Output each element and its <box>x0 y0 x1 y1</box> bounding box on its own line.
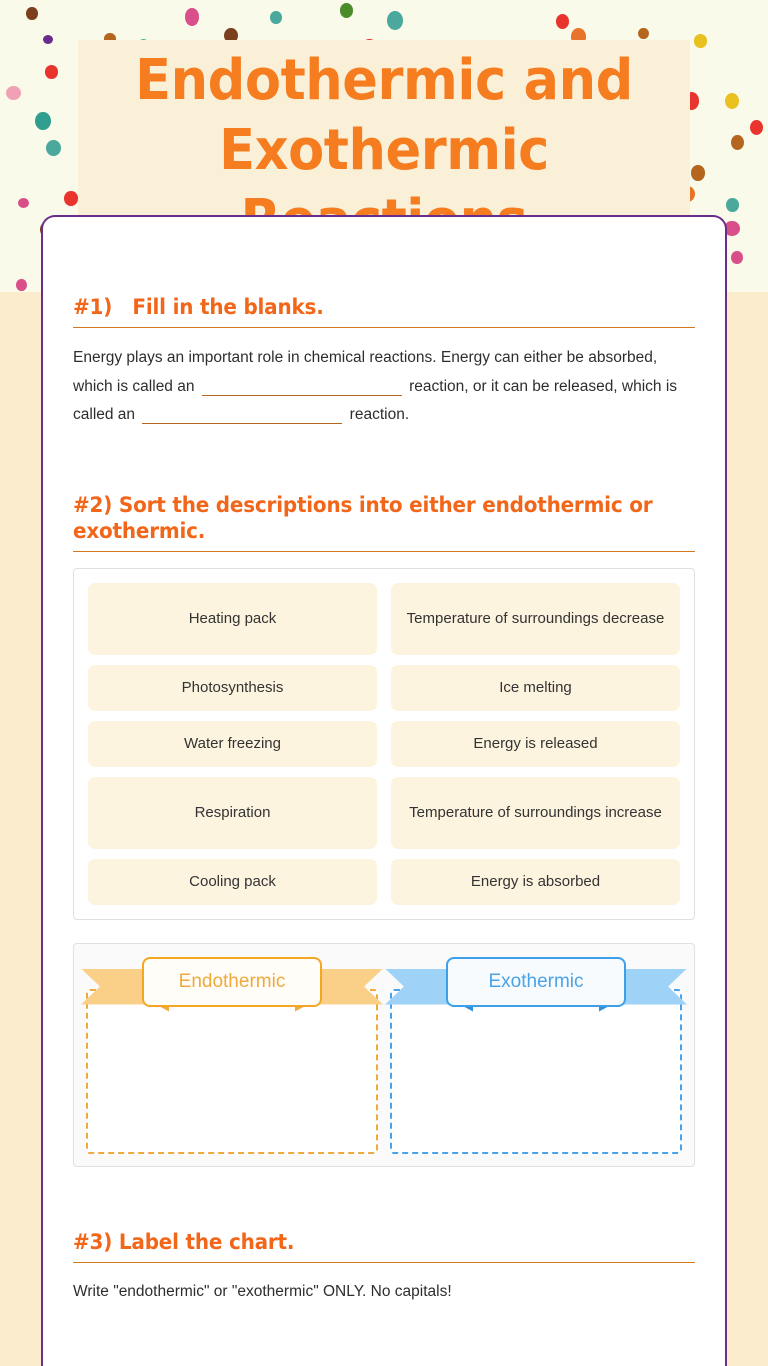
confetti-dot <box>694 34 708 48</box>
q1-text-part3: reaction. <box>349 406 410 423</box>
sort-card-label: Respiration <box>194 803 271 821</box>
sort-card-label: Water freezing <box>184 734 281 752</box>
confetti-dot <box>185 8 200 26</box>
ribbon-label-exo: Exothermic <box>446 957 626 1007</box>
sort-card[interactable] <box>391 721 680 767</box>
confetti-dot <box>18 198 29 208</box>
dropzone-endo[interactable] <box>86 970 378 1154</box>
sort-card-label: Energy is absorbed <box>470 872 601 890</box>
question-1-body <box>73 344 695 430</box>
sort-card-label: Cooling pack <box>189 872 276 890</box>
confetti-dot <box>691 165 705 181</box>
question-1-block <box>73 217 695 430</box>
confetti-dot <box>35 112 51 130</box>
sort-card[interactable] <box>391 859 680 905</box>
confetti-dot <box>43 35 53 44</box>
sort-cards-container <box>73 568 695 920</box>
sort-card-label: Temperature of surroundings increase <box>409 803 662 821</box>
confetti-dot <box>16 279 27 291</box>
confetti-dot <box>270 11 282 25</box>
sort-card[interactable] <box>88 859 377 905</box>
confetti-dot <box>750 120 763 135</box>
sort-card-label: Energy is released <box>473 734 598 752</box>
q1-blank-2[interactable] <box>142 423 342 424</box>
question-1-number: #1) <box>73 295 113 319</box>
sort-card[interactable] <box>391 777 680 849</box>
q1-text-part2: reaction, or it can be released, which is called an <box>73 377 678 423</box>
question-2-block <box>73 430 695 1167</box>
question-3-rule <box>73 1262 695 1263</box>
confetti-dot <box>6 86 21 100</box>
question-1-title: Fill in the blanks. <box>132 295 324 319</box>
confetti-dot <box>26 7 38 21</box>
question-3-instruction: Write "endothermic" or "exothermic" ONLY. No capitals! <box>73 1282 452 1300</box>
question-3-heading: #3) Label the chart. <box>73 1229 295 1254</box>
sort-card-label: Temperature of surroundings decrease <box>406 609 665 627</box>
q1-blank-1[interactable] <box>202 395 402 396</box>
sort-card-label: Photosynthesis <box>181 678 284 696</box>
question-2-rule <box>73 551 695 552</box>
confetti-dot <box>64 191 78 205</box>
ribbon-label-endo: Endothermic <box>142 957 322 1007</box>
sort-card[interactable] <box>88 583 377 655</box>
q1-text-part1: Energy plays an important role in chemical reactions. Energy can either be absorbed, which is called an <box>73 349 658 395</box>
confetti-dot <box>731 251 743 264</box>
confetti-dot <box>556 14 570 29</box>
question-1-heading <box>73 294 664 320</box>
ribbon-banner-endo <box>81 957 383 1019</box>
question-3-block <box>73 1167 695 1305</box>
sort-card-label: Heating pack <box>188 609 277 627</box>
sort-card[interactable] <box>88 721 377 767</box>
confetti-dot <box>387 11 403 30</box>
confetti-dot <box>731 135 744 151</box>
question-2-heading: #2) Sort the descriptions into either endothermic or exothermic. <box>73 492 653 543</box>
worksheet-card <box>41 215 727 1366</box>
confetti-dot <box>46 140 61 156</box>
dropzone-exo[interactable] <box>390 970 682 1154</box>
question-1-rule <box>73 327 695 328</box>
sort-card[interactable] <box>391 665 680 711</box>
sort-card[interactable] <box>88 777 377 849</box>
sort-card[interactable] <box>88 665 377 711</box>
confetti-dot <box>340 3 353 18</box>
dropzone-container <box>73 943 695 1167</box>
confetti-dot <box>638 28 649 40</box>
confetti-dot <box>726 198 739 212</box>
sort-card[interactable] <box>391 583 680 655</box>
confetti-dot <box>725 93 739 109</box>
confetti-dot <box>45 65 58 79</box>
page-title: Endothermic and Exothermic <box>135 48 633 183</box>
ribbon-banner-exo <box>385 957 687 1019</box>
sort-card-label: Ice melting <box>499 678 572 696</box>
